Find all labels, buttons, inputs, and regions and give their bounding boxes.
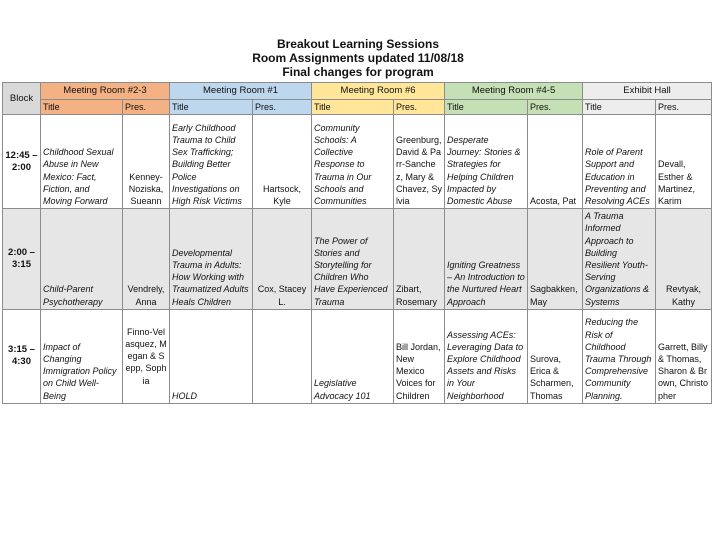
heading-line-3: Final changes for program [282, 65, 434, 79]
session-title: Childhood Sexual Abuse in New Mexico: Fact, Fiction, and Moving Forward [41, 115, 123, 209]
pres-col-header: Pres. [528, 100, 583, 115]
session-presenter: Garrett, Billy & Thomas, Sharon & Brown, Christopher [656, 309, 712, 403]
session-presenter [253, 309, 312, 403]
session-presenter: Vendrely, Anna [123, 209, 170, 310]
session-presenter: Kenney-Noziska, Sueann [123, 115, 170, 209]
block-time: 12:45 – 2:00 [3, 115, 41, 209]
pres-col-header: Pres. [394, 100, 445, 115]
schedule-table [2, 82, 712, 404]
room-header-6: Meeting Room #6 [312, 83, 445, 100]
session-presenter: Hartsock, Kyle [253, 115, 312, 209]
pres-col-header: Pres. [253, 100, 312, 115]
session-title: Reducing the Risk of Childhood Trauma Through Comprehensive Community Planning. [583, 309, 656, 403]
session-presenter: Acosta, Pat [528, 115, 583, 209]
table-row [3, 209, 712, 310]
title-col-header: Title [583, 100, 656, 115]
title-col-header: Title [312, 100, 394, 115]
session-presenter: Bill Jordan, New Mexico Voices for Children [394, 309, 445, 403]
session-presenter: Greenburg, David & Parr-Sanchez, Mary & Chavez, Sylvia [394, 115, 445, 209]
session-title: Legislative Advocacy 101 [312, 309, 394, 403]
session-presenter: Revtyak, Kathy [656, 209, 712, 310]
session-presenter: Zibart, Rosemary [394, 209, 445, 310]
pres-col-header: Pres. [123, 100, 170, 115]
session-title: Early Childhood Trauma to Child Sex Trafficking; Building Better Police Investigations on High Risk Victims [170, 115, 253, 209]
session-title: Role of Parent Support and Education in Preventing and Resolving ACEs [583, 115, 656, 209]
room-header-2-3: Meeting Room #2-3 [41, 83, 170, 100]
title-col-header: Title [41, 100, 123, 115]
title-col-header: Title [445, 100, 528, 115]
subheader-row [3, 100, 712, 115]
session-title: Developmental Trauma in Adults: How Working with Traumatized Adults Heals Children [170, 209, 253, 310]
heading-line-2: Room Assignments updated 11/08/18 [252, 51, 464, 65]
session-title: Assessing ACEs: Leveraging Data to Explore Childhood Assets and Risks in Your Neighborhood [445, 309, 528, 403]
session-presenter: Cox, Stacey L. [253, 209, 312, 310]
room-header-exhibit-hall: Exhibit Hall [583, 83, 712, 100]
session-presenter: Surova, Erica & Scharmen, Thomas [528, 309, 583, 403]
title-col-header: Title [170, 100, 253, 115]
session-presenter: Sagbakken, May [528, 209, 583, 310]
session-title: Desperate Journey: Stories & Strategies for Helping Children Impacted by Domestic Abuse [445, 115, 528, 209]
table-row [3, 115, 712, 209]
session-presenter: Devall, Esther & Martinez, Karim [656, 115, 712, 209]
document-header [0, 37, 716, 79]
session-title: Community Schools: A Collective Response to Trauma in Our Schools and Communities [312, 115, 394, 209]
session-title: Child-Parent Psychotherapy [41, 209, 123, 310]
session-title: Igniting Greatness – An Introduction to the Nurtured Heart Approach [445, 209, 528, 310]
session-title: Impact of Changing Immigration Policy on Child Well-Being [41, 309, 123, 403]
block-time: 2:00 – 3:15 [3, 209, 41, 310]
session-title: A Trauma Informed Approach to Building Resilient Youth-Serving Organizations & Systems [583, 209, 656, 310]
block-header: Block [3, 83, 41, 115]
room-header-1: Meeting Room #1 [170, 83, 312, 100]
block-time: 3:15 – 4:30 [3, 309, 41, 403]
room-header-4-5: Meeting Room #4-5 [445, 83, 583, 100]
pres-col-header: Pres. [656, 100, 712, 115]
table-row [3, 309, 712, 403]
heading-line-1: Breakout Learning Sessions [276, 37, 440, 51]
session-title: The Power of Stories and Storytelling for Children Who Have Experienced Trauma [312, 209, 394, 310]
room-header-row [3, 83, 712, 100]
session-presenter: Finno-Velasquez, Megan & Sepp, Sophia [123, 309, 170, 403]
session-title: HOLD [170, 309, 253, 403]
